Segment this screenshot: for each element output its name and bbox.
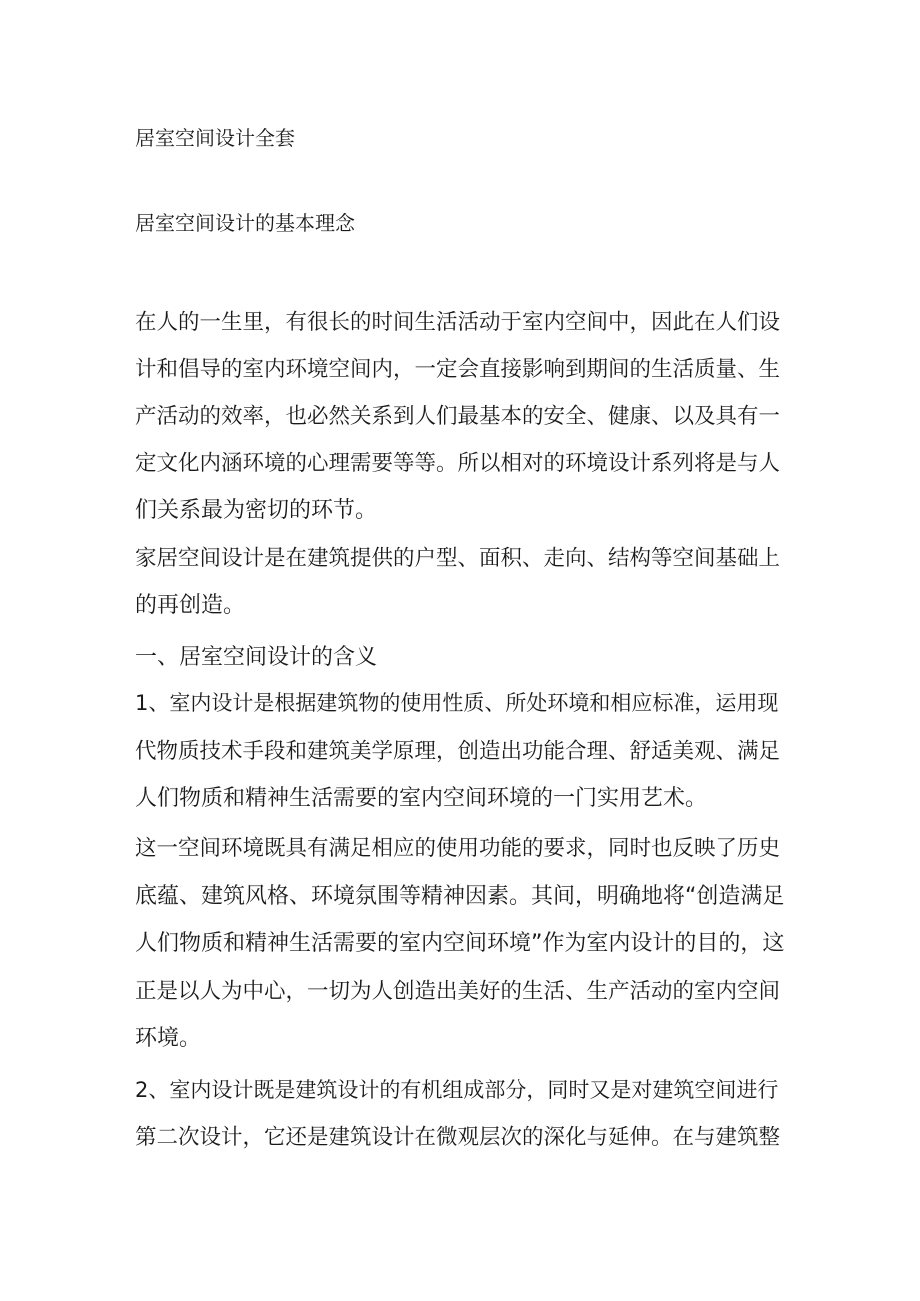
text-line: 产活动的效率，也必然关系到人们最基本的安全、健康、以及具有一 <box>135 404 781 429</box>
text-line: 2、室内设计既是建筑设计的有机组成部分，同时又是对建筑空间进行 <box>135 1078 779 1102</box>
text-line: 环境。 <box>135 1026 202 1051</box>
text-line: 的再创造。 <box>135 593 246 618</box>
document-title: 居室空间设计全套 <box>135 126 295 150</box>
text-line: 家居空间设计是在建筑提供的户型、面积、走向、结构等空间基础上 <box>135 546 781 571</box>
text-line: 们关系最为密切的环节。 <box>135 498 378 523</box>
section-heading: 一、居室空间设计的含义 <box>135 645 378 670</box>
text-line: 定文化内涵环境的心理需要等等。所以相对的环境设计系列将是与人 <box>135 451 781 476</box>
document-subtitle: 居室空间设计的基本理念 <box>135 211 355 235</box>
text-line: 正是以人为中心，一切为人创造出美好的生活、生产活动的室内空间 <box>135 979 781 1004</box>
text-line: 代物质技术手段和建筑美学原理，创造出功能合理、舒适美观、满足 <box>135 739 781 764</box>
text-line: 第二次设计，它还是建筑设计在微观层次的深化与延伸。在与建筑整 <box>135 1125 781 1150</box>
text-line: 这一空间环境既具有满足相应的使用功能的要求，同时也反映了历史 <box>135 836 781 861</box>
text-line: 计和倡导的室内环境空间内，一定会直接影响到期间的生活质量、生 <box>135 357 781 382</box>
text-line: 人们物质和精神生活需要的室内空间环境的一门实用艺术。 <box>135 786 708 811</box>
text-line: 底蕴、建筑风格、环境氛围等精神因素。其间，明确地将“创造满足 <box>135 884 785 909</box>
text-line: 人们物质和精神生活需要的室内空间环境”作为室内设计的目的，这 <box>135 931 785 956</box>
text-line: 1、室内设计是根据建筑物的使用性质、所处环境和相应标准，运用现 <box>135 691 779 715</box>
text-line: 在人的一生里，有很长的时间生活活动于室内空间中，因此在人们设 <box>135 310 781 335</box>
